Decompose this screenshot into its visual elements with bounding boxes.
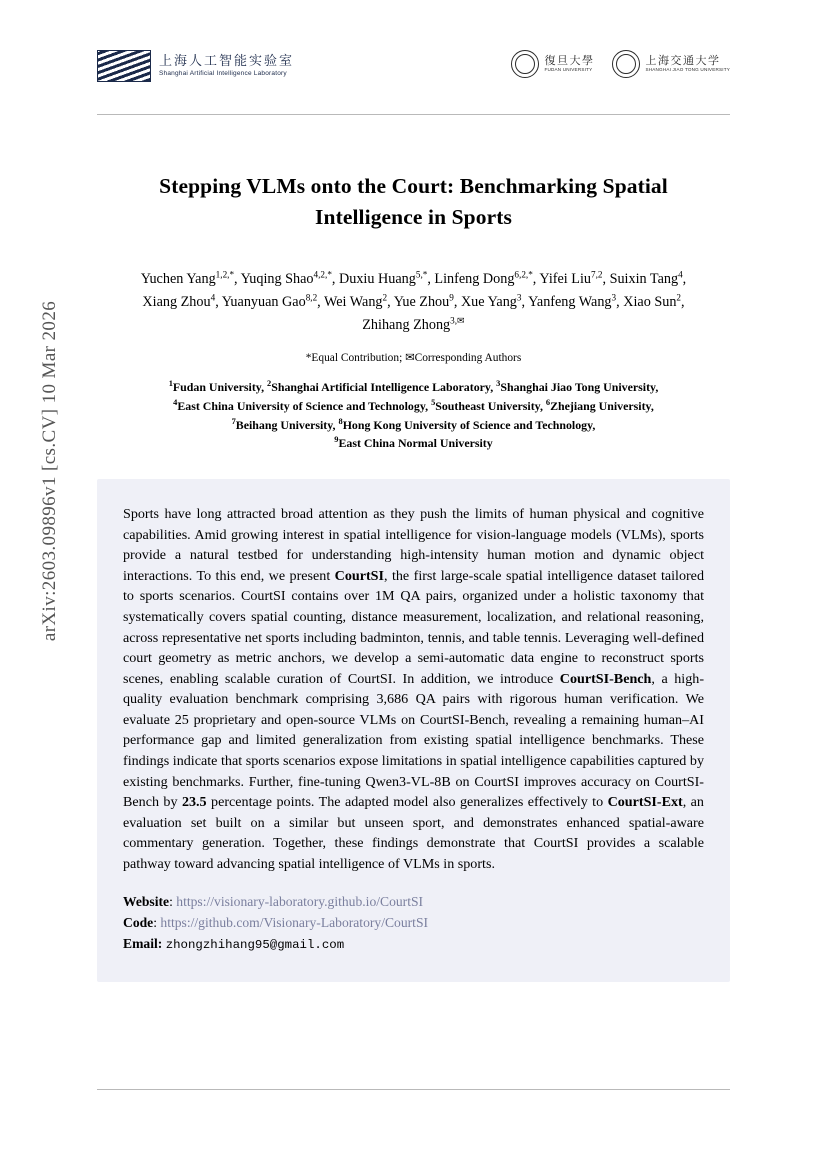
- website-url[interactable]: https://visionary-laboratory.github.io/CourtSI: [176, 894, 424, 910]
- fudan-seal-icon: [511, 50, 539, 78]
- resource-links: [123, 891, 704, 955]
- abstract-part-3: , a high-quality evaluation benchmark comprising 3,686 QA pairs with rigorous human verification. We evaluate 25 proprietary and open-source VLMs on CourtSI-Bench, revealing a remaining human–AI performance gap and limited generalization from existing spatial intelligence benchmarks. These findings indicate that sports scenarios expose limitations in spatial intelligence capabilities captured by existing benchmarks. Further, fine-tuning Qwen3-VL-8B on CourtSI improves accuracy on CourtSI-Bench by: [123, 670, 705, 811]
- fudan-university-logo: [511, 50, 594, 78]
- fudan-cn-text: 復旦大學: [544, 53, 595, 67]
- abstract-part-5: , an evaluation set built on a similar but unseen sport, and demonstrates enhanced spatial-aware commentary generation. Together, these findings demonstrate that CourtSI provides a scalable pathway toward advancing spatial intelligence of VLMs in sports.: [123, 794, 704, 872]
- code-label: Code: [123, 915, 154, 931]
- website-link-row: Website: https://visionary-laboratory.github.io/CourtSI: [123, 894, 424, 910]
- header-divider: [97, 114, 730, 115]
- affiliation-line-1: $^1$Fudan University, $^2$Shanghai Artificial Intelligence Laboratory, $^3$Shanghai Jiao Tong University,: [168, 379, 659, 395]
- lab-logo-mark-icon: [97, 50, 151, 82]
- author-line-2: Xiang Zhou$^4$, Yuanyuan Gao$^{8,2}$, Wei Wang$^2$, Yue Zhou$^9$, Xue Yang$^3$, Yanfeng Wang$^3$, Xiao Sun$^2$,: [142, 292, 685, 311]
- fudan-en-text: FUDAN UNIVERSITY: [544, 67, 593, 73]
- university-logos: [511, 50, 730, 78]
- abstract-part-2: , the first large-scale spatial intelligence dataset tailored to sports scenarios. CourtSI contains over 1M QA pairs, organized under a holistic taxonomy that systematically covers spatial counting, distance measurement, localization, and relational reasoning, across representative net sports including badminton, tennis, and table tennis. Leveraging well-defined court geometry as metric anchors, we develop a semi-automatic data engine to reconstruct sports scenes, enabling scalable curation of CourtSI. In addition, we introduce: [123, 567, 704, 687]
- sjtu-cn-text: 上海交通大学: [645, 53, 721, 67]
- sjtu-en-text: SHANGHAI JIAO TONG UNIVERSITY: [645, 67, 730, 73]
- affiliation-line-3: $^7$Beihang University, $^8$Hong Kong University of Science and Technology,: [231, 416, 596, 432]
- abstract-section: [97, 479, 730, 981]
- equal-contribution-note: *Equal Contribution; ✉Corresponding Authors: [305, 352, 522, 365]
- affiliation-line-2: $^4$East China University of Science and Technology, $^5$Southeast University, $^6$Zhejiang University,: [173, 397, 654, 413]
- email-row: [123, 933, 704, 955]
- website-label: Website: [123, 894, 170, 910]
- author-line-3: Zhihang Zhong$^{3,✉}$: [362, 315, 465, 334]
- lab-logo-en-text: Shanghai Artificial Intelligence Laboratory: [159, 69, 287, 77]
- code-link-row: Code: https://github.com/Visionary-Laboratory/CourtSI: [123, 915, 429, 931]
- affiliation-list: [97, 378, 730, 453]
- shanghai-ai-lab-logo: [97, 50, 294, 82]
- header-logo-bar: [97, 50, 730, 108]
- abstract-part-4: percentage points. The adapted model also generalizes effectively to: [206, 794, 608, 811]
- email-label: Email:: [123, 936, 163, 952]
- lab-logo-cn-text: 上海人工智能实验室: [159, 53, 295, 69]
- author-line-1: Yuchen Yang$^{1,2,*}$, Yuqing Shao$^{4,2,*}$, Duxiu Huang$^{5,*}$, Linfeng Dong$^{6,2,*}$, Yifei Liu$^{7,2}$, Suixin Tang$^4$,: [140, 269, 687, 288]
- abstract-bold-improvement: 23.5: [181, 794, 207, 811]
- author-list: [97, 268, 730, 337]
- footer-divider: [97, 1089, 730, 1090]
- sjtu-seal-icon: [612, 50, 640, 78]
- abstract-bold-courtsi: CourtSI: [334, 567, 385, 584]
- email-value[interactable]: zhongzhihang95@gmail.com: [165, 938, 345, 953]
- abstract-text: [123, 504, 704, 874]
- arxiv-identifier-stamp: arXiv:2603.09896v1 [cs.CV] 10 Mar 2026: [39, 300, 60, 642]
- abstract-bold-courtsi-ext: CourtSI-Ext: [607, 794, 683, 811]
- sjtu-logo: [612, 50, 730, 78]
- code-url[interactable]: https://github.com/Visionary-Laboratory/CourtSI: [160, 915, 429, 931]
- paper-title: Stepping VLMs onto the Court: Benchmarking Spatial Intelligence in Sports: [159, 174, 668, 229]
- abstract-part-1: Sports have long attracted broad attention as they push the limits of human physical and cognitive capabilities. Amid growing interest in spatial intelligence for vision-language models (VLMs), sports provide a natural testbed for understanding high-intensity human motion and dynamic object interactions. To this end, we present: [123, 506, 704, 584]
- abstract-bold-courtsi-bench: CourtSI-Bench: [559, 670, 652, 687]
- affiliation-line-4: $^9$East China Normal University: [334, 435, 493, 451]
- paper-page: [97, 0, 730, 1170]
